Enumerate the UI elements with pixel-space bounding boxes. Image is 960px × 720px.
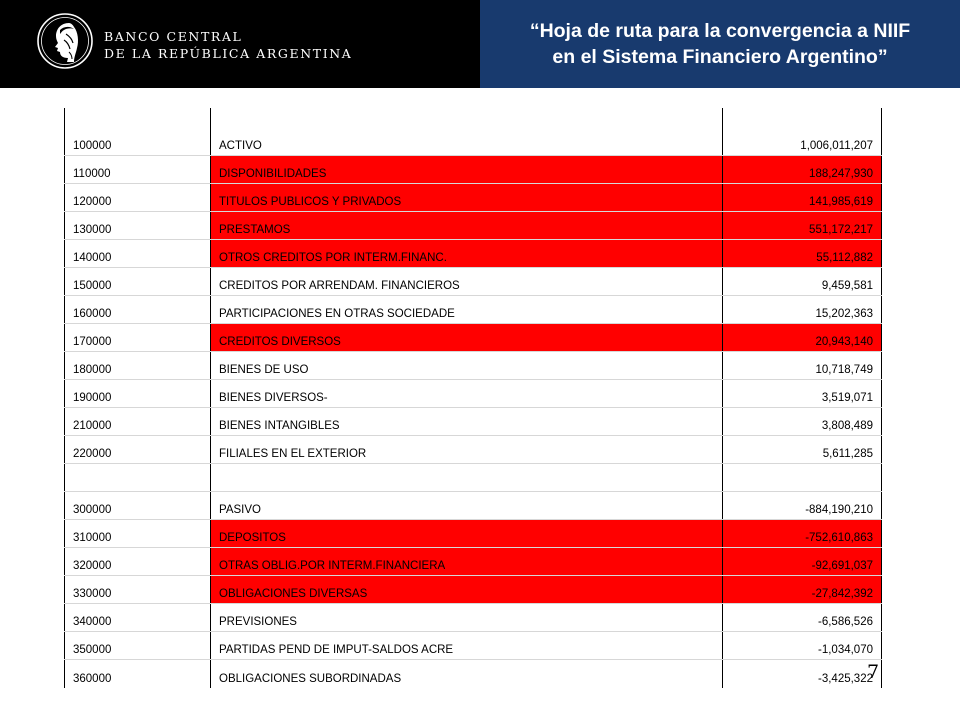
account-description-cell: PREVISIONES	[211, 604, 723, 632]
account-code-cell: 100000	[65, 108, 211, 156]
account-description-cell: PARTIDAS PEND DE IMPUT-SALDOS ACRE	[211, 632, 723, 660]
account-value-cell: 141,985,619	[723, 184, 882, 212]
account-value-cell: -27,842,392	[723, 576, 882, 604]
account-code-cell: 330000	[65, 576, 211, 604]
account-code-cell: 340000	[65, 604, 211, 632]
account-value-cell: 3,808,489	[723, 408, 882, 436]
account-code-cell: 110000	[65, 156, 211, 184]
table-row	[65, 408, 882, 436]
account-description-cell: PASIVO	[211, 492, 723, 520]
account-description-cell: PRESTAMOS	[211, 212, 723, 240]
slide-title-line2: en el Sistema Financiero Argentino”	[552, 46, 888, 68]
account-value-cell	[723, 464, 882, 492]
account-value-cell: 55,112,882	[723, 240, 882, 268]
table-row	[65, 268, 882, 296]
account-description-cell: DISPONIBILIDADES	[211, 156, 723, 184]
header-logo-panel	[0, 0, 480, 88]
account-code-cell: 180000	[65, 352, 211, 380]
account-description-cell: ACTIVO	[211, 108, 723, 156]
account-code-cell: 150000	[65, 268, 211, 296]
account-code-cell: 120000	[65, 184, 211, 212]
table-row	[65, 296, 882, 324]
table-row	[65, 156, 882, 184]
account-code-cell: 160000	[65, 296, 211, 324]
account-code-cell: 310000	[65, 520, 211, 548]
account-value-cell: 20,943,140	[723, 324, 882, 352]
account-description-cell: BIENES INTANGIBLES	[211, 408, 723, 436]
bank-name-line1: BANCO CENTRAL	[104, 29, 243, 44]
table-row	[65, 464, 882, 492]
account-description-cell	[211, 464, 723, 492]
account-description-cell: OBLIGACIONES SUBORDINADAS	[211, 660, 723, 689]
account-value-cell: -884,190,210	[723, 492, 882, 520]
account-description-cell: OTRAS OBLIG.POR INTERM.FINANCIERA	[211, 548, 723, 576]
account-value-cell: -3,425,322	[723, 660, 882, 689]
account-description-cell: TITULOS PUBLICOS Y PRIVADOS	[211, 184, 723, 212]
bank-name	[104, 28, 352, 62]
account-code-cell: 140000	[65, 240, 211, 268]
account-code-cell: 210000	[65, 408, 211, 436]
account-description-cell: CREDITOS POR ARRENDAM. FINANCIEROS	[211, 268, 723, 296]
table-row	[65, 604, 882, 632]
account-description-cell: DEPOSITOS	[211, 520, 723, 548]
slide-title	[480, 0, 960, 88]
table-row	[65, 436, 882, 464]
table-row	[65, 212, 882, 240]
account-value-cell: 3,519,071	[723, 380, 882, 408]
account-code-cell: 190000	[65, 380, 211, 408]
account-description-cell: FILIALES EN EL EXTERIOR	[211, 436, 723, 464]
balance-sheet-table	[64, 108, 882, 688]
account-code-cell: 360000	[65, 660, 211, 689]
account-code-cell	[65, 464, 211, 492]
account-description-cell: BIENES DIVERSOS-	[211, 380, 723, 408]
account-value-cell: -1,034,070	[723, 632, 882, 660]
page-number: 7	[867, 661, 880, 683]
table-row	[65, 240, 882, 268]
balance-sheet-body	[65, 108, 882, 688]
account-value-cell: 551,172,217	[723, 212, 882, 240]
account-code-cell: 170000	[65, 324, 211, 352]
slide-title-line1: “Hoja de ruta para la convergencia a NIIF	[529, 20, 911, 42]
account-description-cell: OBLIGACIONES DIVERSAS	[211, 576, 723, 604]
table-row	[65, 352, 882, 380]
account-code-cell: 320000	[65, 548, 211, 576]
account-value-cell: -6,586,526	[723, 604, 882, 632]
account-value-cell: 188,247,930	[723, 156, 882, 184]
account-description-cell: OTROS CREDITOS POR INTERM.FINANC.	[211, 240, 723, 268]
account-description-cell: BIENES DE USO	[211, 352, 723, 380]
account-description-cell: CREDITOS DIVERSOS	[211, 324, 723, 352]
account-value-cell: 15,202,363	[723, 296, 882, 324]
account-description-cell: PARTICIPACIONES EN OTRAS SOCIEDADE	[211, 296, 723, 324]
table-row	[65, 576, 882, 604]
table-row	[65, 184, 882, 212]
table-row	[65, 380, 882, 408]
table-row	[65, 492, 882, 520]
account-value-cell: -92,691,037	[723, 548, 882, 576]
account-value-cell: 10,718,749	[723, 352, 882, 380]
table-row	[65, 548, 882, 576]
account-value-cell: 9,459,581	[723, 268, 882, 296]
table-row	[65, 520, 882, 548]
bank-name-line2: DE LA REPÚBLICA ARGENTINA	[104, 46, 353, 61]
account-value-cell: 5,611,285	[723, 436, 882, 464]
table-row	[65, 660, 882, 689]
table-row	[65, 108, 882, 156]
account-code-cell: 350000	[65, 632, 211, 660]
account-code-cell: 130000	[65, 212, 211, 240]
account-value-cell: 1,006,011,207	[723, 108, 882, 156]
table-row	[65, 632, 882, 660]
table-row	[65, 324, 882, 352]
account-code-cell: 220000	[65, 436, 211, 464]
account-code-cell: 300000	[65, 492, 211, 520]
account-value-cell: -752,610,863	[723, 520, 882, 548]
bcra-seal-logo	[36, 12, 94, 70]
